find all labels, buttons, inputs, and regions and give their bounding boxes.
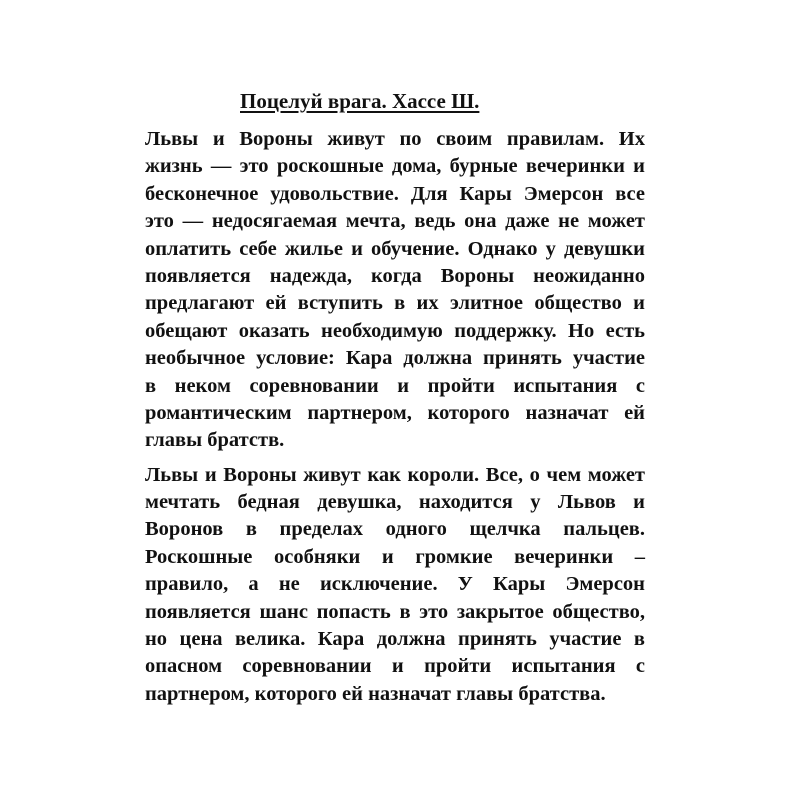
- text-line: романтическим партнером, которого назначат ей: [145, 401, 645, 424]
- text-line: Роскошные особняки и громкие вечеринки –: [145, 545, 645, 568]
- page-title: Поцелуй врага. Хассе Ш.: [240, 89, 480, 113]
- text-line: бесконечное удовольствие. Для Кары Эмерсон все: [145, 182, 645, 205]
- description-text: [145, 126, 645, 708]
- text-line: Львы и Вороны живут по своим правилам. Их: [145, 128, 645, 150]
- text-line: появляется надежда, когда Вороны неожиданно: [145, 264, 645, 287]
- text-line: но цена велика. Кара должна принять участие в: [145, 628, 645, 651]
- text-line: появляется шанс попасть в это закрытое общество,: [145, 600, 645, 623]
- text-line: оплатить себе жилье и обучение. Однако у девушки: [145, 237, 645, 260]
- text-line: необычное условие: Кара должна принять участие: [145, 347, 645, 370]
- text-line: мечтать бедная девушка, находится у Львов и: [145, 491, 645, 514]
- text-line: жизнь — это роскошные дома, бурные вечеринки и: [145, 155, 645, 178]
- text-line: главы братств.: [145, 429, 285, 452]
- text-line: опасном соревновании и пройти испытания с: [145, 655, 645, 678]
- text-line: Львы и Вороны живут как короли. Все, о чем может: [145, 463, 645, 486]
- text-line: предлагают ей вступить в их элитное общество и: [145, 292, 645, 315]
- text-line: Воронов в пределах одного щелчка пальцев.: [145, 518, 645, 541]
- text-line: это — недосягаемая мечта, ведь она даже не может: [145, 210, 645, 233]
- text-line: обещают оказать необходимую поддержку. Но есть: [145, 319, 645, 342]
- paragraph-1: [145, 126, 645, 455]
- text-line: партнером, которого ей назначат главы братства.: [145, 682, 606, 705]
- text-line: в неком соревновании и пройти испытания с: [145, 374, 645, 397]
- paragraph-2: [145, 462, 645, 709]
- text-line: правило, а не исключение. У Кары Эмерсон: [145, 573, 645, 596]
